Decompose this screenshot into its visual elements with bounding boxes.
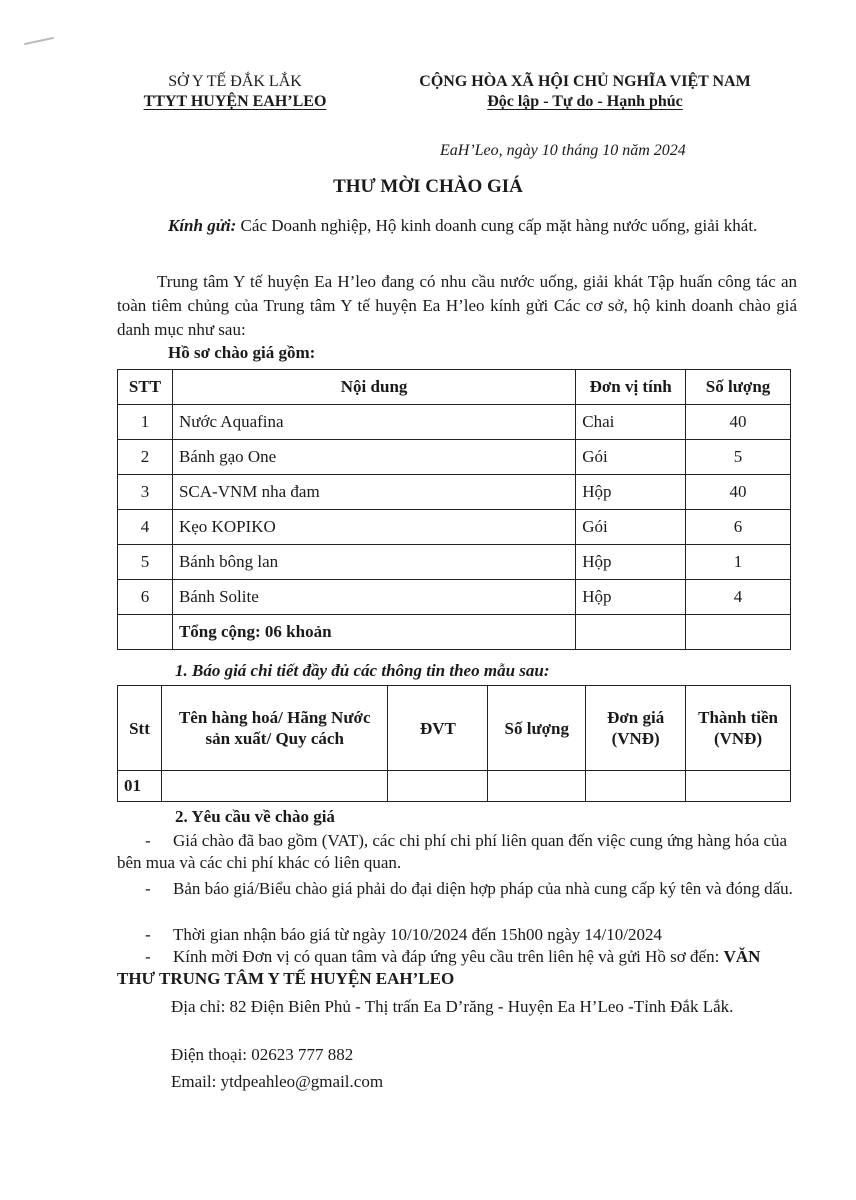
cell-quantity: 4 (686, 580, 791, 615)
document-title: THƯ MỜI CHÀO GIÁ (333, 176, 523, 197)
cell-stt: 4 (118, 510, 173, 545)
requirement-text: Bản báo giá/Biểu chào giá phải do đại diện hợp pháp của nhà cung cấp ký tên và đóng dấu. (173, 879, 793, 898)
cell-stt: 2 (118, 440, 173, 475)
national-motto-block (385, 72, 785, 112)
cell-unit: Gói (576, 510, 686, 545)
cell-content: Nước Aquafina (172, 405, 575, 440)
col-product: Tên hàng hoá/ Hãng Nước sản xuất/ Quy cách (161, 686, 388, 771)
dossier-heading: Hồ sơ chào giá gồm: (168, 343, 316, 362)
cell-stt: 6 (118, 580, 173, 615)
requirement-item (117, 878, 797, 900)
cell-quantity: 5 (686, 440, 791, 475)
cell-unit: Hộp (576, 580, 686, 615)
recipient: VĂN THƯ TRUNG TÂM Y TẾ HUYỆN EAH’LEO (117, 947, 761, 988)
col-content: Nội dung (172, 370, 575, 405)
cell-empty (576, 615, 686, 650)
cell-unit: Gói (576, 440, 686, 475)
requirement-text: Kính mời Đơn vị có quan tâm và đáp ứng yêu cầu trên liên hệ và gửi Hồ sơ đến: (173, 947, 720, 966)
cell-empty (686, 771, 791, 802)
cell-quantity: 6 (686, 510, 791, 545)
quote-template-table (117, 685, 791, 802)
greeting-text: Các Doanh nghiệp, Hộ kinh doanh cung cấp mặt hàng nước uống, giải khát. (236, 216, 758, 235)
section-2-heading: 2. Yêu cầu về chào giá (175, 807, 335, 826)
col-unit: Đơn vị tính (576, 370, 686, 405)
requirement-text: Thời gian nhận báo giá từ ngày 10/10/2024 đến 15h00 ngày 14/10/2024 (173, 925, 662, 944)
items-table (117, 369, 791, 650)
table-row (118, 545, 791, 580)
cell-unit: Chai (576, 405, 686, 440)
total-row (118, 615, 791, 650)
col-unit: ĐVT (388, 686, 488, 771)
table-row (118, 771, 791, 802)
intro-paragraph: Trung tâm Y tế huyện Ea H’leo đang có nhu cầu nước uống, giải khát Tập huấn công tác an toàn tiêm chủng của Trung tâm Y tế huyện Ea H’leo kính gửi Các cơ sở, hộ kinh doanh chào giá danh mục như sau: (117, 272, 797, 339)
phone: Điện thoại: 02623 777 882 (171, 1045, 354, 1064)
bullet-dash: - (145, 879, 151, 898)
total-label: Tổng cộng: 06 khoản (172, 615, 575, 650)
cell-content: Bánh gạo One (172, 440, 575, 475)
table-row (118, 475, 791, 510)
cell-quantity: 40 (686, 405, 791, 440)
issuer-block (110, 72, 360, 112)
bullet-dash: - (145, 947, 151, 966)
date-line: EaH’Leo, ngày 10 tháng 10 năm 2024 (440, 142, 686, 159)
cell-empty (488, 771, 586, 802)
cell-unit: Hộp (576, 475, 686, 510)
cell-content: SCA-VNM nha đam (172, 475, 575, 510)
items-table-header (118, 370, 791, 405)
col-amount: Thành tiền (VNĐ) (686, 686, 791, 771)
col-quantity: Số lượng (488, 686, 586, 771)
requirement-item (117, 924, 797, 946)
cell-stt: 5 (118, 545, 173, 580)
bullet-dash: - (145, 831, 151, 850)
cell-stt: 1 (118, 405, 173, 440)
bullet-dash: - (145, 925, 151, 944)
col-stt: STT (118, 370, 173, 405)
table-row (118, 580, 791, 615)
motto: Độc lập - Tự do - Hạnh phúc (487, 93, 683, 110)
requirement-item (117, 946, 797, 990)
cell-empty (161, 771, 388, 802)
cell-stt: 3 (118, 475, 173, 510)
col-stt: Stt (118, 686, 162, 771)
issuer-department: SỞ Y TẾ ĐẮK LẮK (168, 73, 302, 90)
cell-quantity: 1 (686, 545, 791, 580)
table-row (118, 405, 791, 440)
greeting (117, 214, 797, 238)
cell-empty (388, 771, 488, 802)
cell-empty (118, 615, 173, 650)
col-unit-price: Đơn giá (VNĐ) (586, 686, 686, 771)
cell-empty (586, 771, 686, 802)
cell-content: Bánh Solite (172, 580, 575, 615)
cell-content: Bánh bông lan (172, 545, 575, 580)
section-1-heading: 1. Báo giá chi tiết đầy đủ các thông tin theo mẫu sau: (175, 661, 550, 680)
cell-stt: 01 (118, 771, 162, 802)
address: Địa chỉ: 82 Điện Biên Phủ - Thị trấn Ea D’răng - Huyện Ea H’Leo -Tỉnh Đắk Lắk. (171, 997, 734, 1016)
scan-mark (24, 37, 54, 45)
table-row (118, 440, 791, 475)
greeting-label: Kính gửi: (168, 216, 237, 235)
requirement-text: Giá chào đã bao gồm (VAT), các chi phí chi phí liên quan đến việc cung ứng hàng hóa của bên mua và các chi phí khác có liên quan. (117, 831, 788, 872)
col-quantity: Số lượng (686, 370, 791, 405)
quote-table-header (118, 686, 791, 771)
country-name: CỘNG HÒA XÃ HỘI CHỦ NGHĨA VIỆT NAM (419, 73, 751, 90)
cell-quantity: 40 (686, 475, 791, 510)
requirement-item (117, 830, 797, 874)
cell-unit: Hộp (576, 545, 686, 580)
cell-empty (686, 615, 791, 650)
table-row (118, 510, 791, 545)
email: Email: ytdpeahleo@gmail.com (171, 1072, 384, 1091)
cell-content: Kẹo KOPIKO (172, 510, 575, 545)
issuer-center: TTYT HUYỆN EAH’LEO (143, 93, 327, 110)
